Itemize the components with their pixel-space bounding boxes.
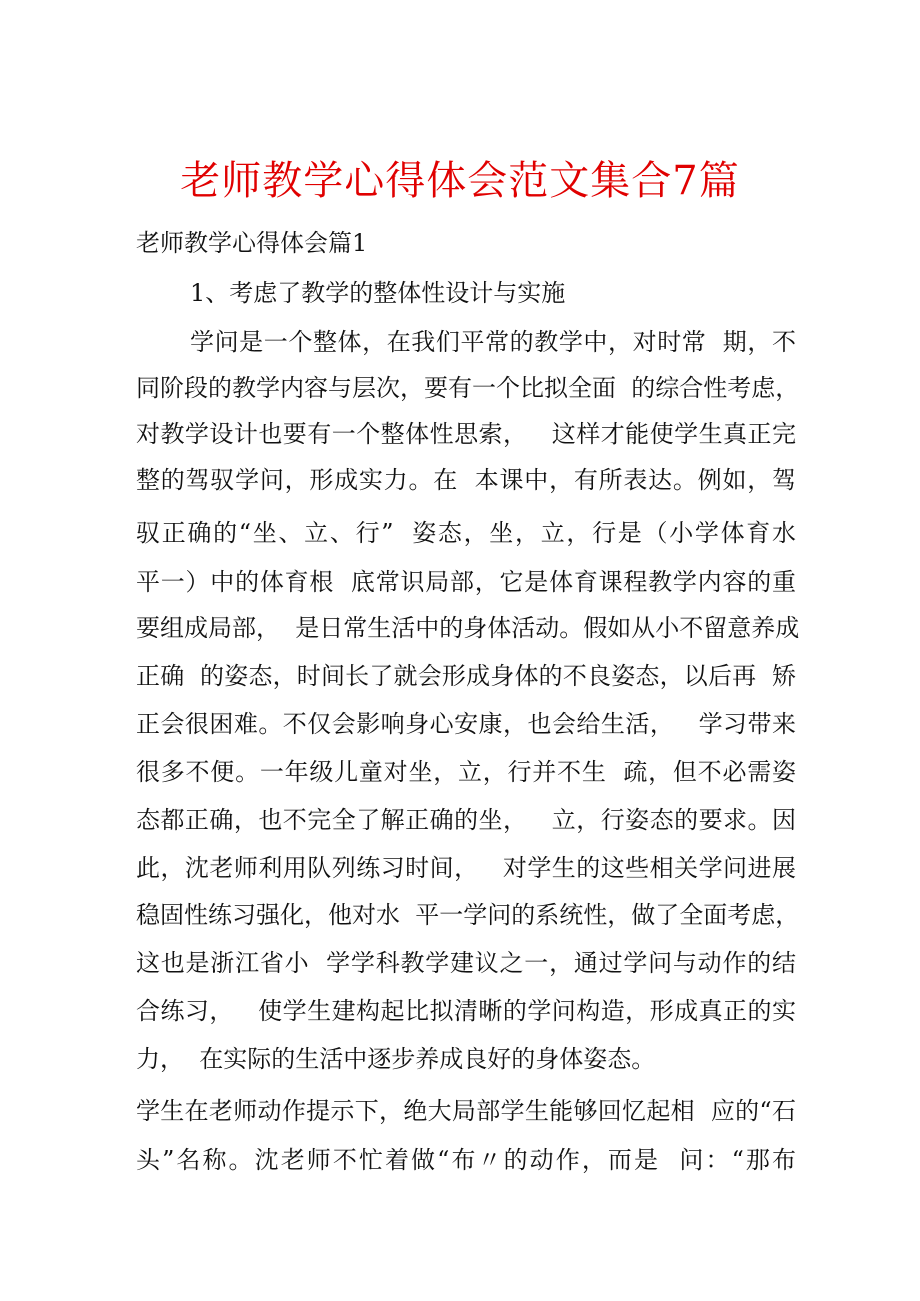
paragraph-line: 驭正确的“坐、立、行” 姿态，坐，立，行是（小学体育水 [136, 519, 796, 547]
paragraph-line: 正确 的姿态，时间长了就会形成身体的不良姿态，以后再 矫 [136, 662, 796, 690]
section-heading: 老师教学心得体会篇1 [136, 229, 368, 257]
paragraph-line: 稳固性练习强化，他对水 平一学问的系统性，做了全面考虑， [136, 901, 800, 929]
paragraph-line: 平一）中的体育根 底常识局部，它是体育课程教学内容的重 [136, 568, 796, 596]
paragraph-line: 这也是浙江省小 学学科教学建议之一，通过学问与动作的结 [136, 949, 796, 977]
paragraph-line: 正会很困难。不仅会影响身心安康，也会给生活， 学习带来 [136, 710, 796, 738]
paragraph-line: 学问是一个整体，在我们平常的教学中，对时常 期，不 [190, 328, 796, 356]
paragraph-line: 要组成局部， 是日常生活中的身体活动。假如从小不留意养成 [136, 614, 800, 642]
paragraph-line: 力， 在实际的生活中逐步养成良好的身体姿态。 [136, 1045, 656, 1073]
paragraph-line: 学生在老师动作提示下，绝大局部学生能够回忆起相 应的“石 [136, 1097, 796, 1125]
paragraph-line: 此，沈老师利用队列练习时间， 对学生的这些相关学问进展 [136, 854, 796, 882]
paragraph-line: 整的驾驭学问，形成实力。在 本课中，有所表达。例如，驾 [136, 466, 796, 494]
paragraph-line: 态都正确，也不完全了解正确的坐， 立，行姿态的要求。因 [136, 806, 796, 834]
paragraph-line: 同阶段的教学内容与层次，要有一个比拟全面 的综合性考虑， [136, 374, 800, 402]
paragraph-line: 头”名称。沈老师不忙着做“布〃的动作，而是 问：“那布 [136, 1146, 796, 1174]
paragraph-line: 对教学设计也要有一个整体性思索， 这样才能使学生真正完 [136, 420, 796, 448]
subheading: 1、考虑了教学的整体性设计与实施 [190, 279, 566, 307]
paragraph-line: 合练习， 使学生建构起比拟清晰的学问构造，形成真正的实 [136, 997, 796, 1025]
document-title: 老师教学心得体会范文集合7篇 [180, 158, 740, 204]
paragraph-line: 很多不便。一年级儿童对坐，立，行并不生 疏，但不必需姿 [136, 758, 796, 786]
